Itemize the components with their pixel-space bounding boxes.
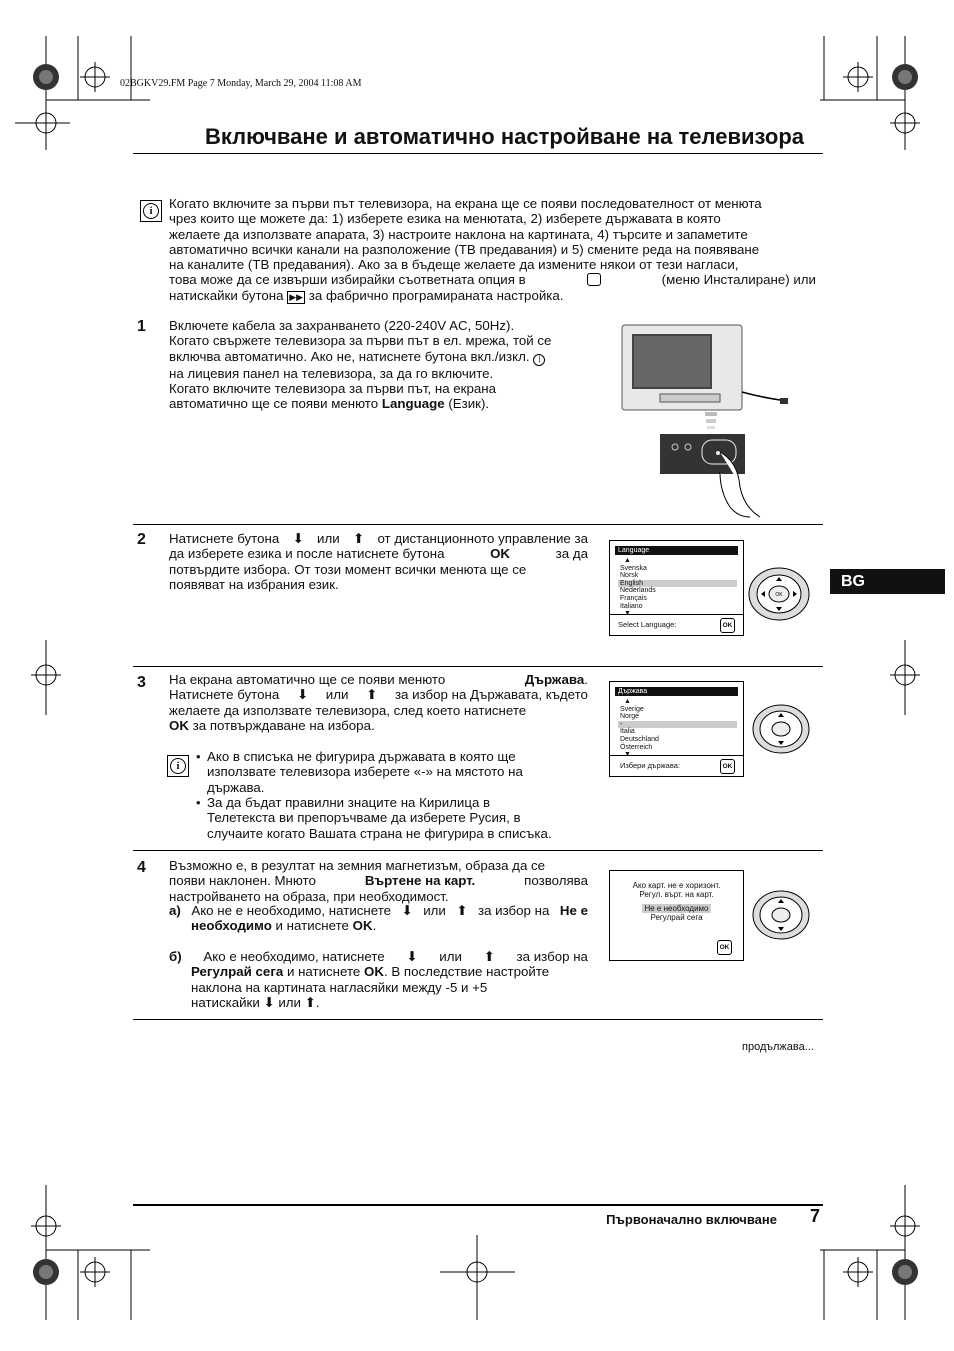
step1-text: Включете кабела за захранването (220-240V AC, 50Hz). Когато свържете телевизора за първи път в ел. мрежа, той се включва автоматично. Ако не, натиснете бутона вкл./изкл. | на лицевия панел на телевизора, за да го включите. Когато включите телевизора за първи път, на екрана автоматично ще се появи менюто Language (Език). <box>169 318 552 412</box>
fast-forward-icon: ▶▶ <box>289 291 304 302</box>
menu-option: Deutschland <box>620 735 659 743</box>
step-divider <box>133 524 823 525</box>
note-country: Ако в списъка не фигурира държавата в която ще използвате телевизора изберете «-» на мястото на държава. <box>207 749 523 795</box>
intro-text: Когато включите за първи път телевизора, на екрана ще се появи последователност от менюта чрез които ще можете да: 1) изберете езика на менютата, 2) изберете държавата в която желаете да използвате апарата, 3) настроите наклона на картината, 4) търсите и запаметите автоматично всички канали на разположение (ТВ предавания) и 5) смените реда на появяване на каналите (ТВ предавания). Ако за в бъдеще желаете да измените някои от тези нагласи, това може да се извърши избирайки съответната опция в (меню Инсталиране) или натискайки бутона ▶▶ за фабрично програмираната настройка. <box>169 196 816 303</box>
power-icon: | <box>533 354 545 366</box>
step4-text: Възможно е, в резултат на земния магнетизъм, образа да се появи наклонен. Мнюто Въртене на карт. позволява настройването на образа, при необходимост. <box>169 858 588 904</box>
menu-option: Norsk <box>620 572 639 580</box>
step-divider <box>133 666 823 667</box>
menu-option: Österreich <box>620 743 653 751</box>
step3-text: На екрана автоматично ще се появи менюто Държава. Натиснете бутона ⬇ или ⬆ за избор на Държавата, където желаете да използвате телевизора, след което натиснете OK за потвърждаване на избора. <box>169 672 588 733</box>
footer-section: Първоначално включване <box>606 1212 777 1227</box>
remote-dpad-icon <box>747 567 811 621</box>
step4-option-b: б) Ако е необходимо, натиснете ⬇ или ⬆ за избор на Регулрай сега и натиснете OK. В последствие настройте наклона на картината нагласяйки между -5 и +5 натискайки ⬇ или ⬆. <box>169 949 588 1010</box>
file-meta: 02BGKV29.FM Page 7 Monday, March 29, 2004 11:08 AM <box>120 78 362 89</box>
menu-option: Nederlands <box>620 587 656 595</box>
menu-option: Français <box>620 594 647 602</box>
svg-text:OK: OK <box>775 592 783 598</box>
menu-option: - <box>618 721 737 729</box>
title-rule <box>133 153 823 154</box>
remote-dpad-icon <box>751 703 811 755</box>
step-number: 2 <box>137 531 146 548</box>
info-icon: i <box>167 755 189 777</box>
step-number: 1 <box>137 318 146 335</box>
remote-dpad-icon <box>751 889 811 941</box>
info-icon: i <box>140 200 162 222</box>
ok-icon: OK <box>720 618 735 633</box>
step-number: 4 <box>137 859 146 876</box>
note-cyrillic: За да бъдат правилни знаците на Кирилица в Телетекста ви препоръчваме да изберете Русия, в случаите когато Вашата страна не фигурира в списъка. <box>207 795 552 841</box>
page-number: 7 <box>810 1206 821 1226</box>
install-menu-icon <box>587 273 601 286</box>
footer-rule <box>133 1204 823 1206</box>
step-divider <box>133 1019 823 1020</box>
page-title: Включване и автоматично настройване на телевизора <box>205 124 804 149</box>
language-menu-screen: Language ▲ Svenska Norsk English Nederlands Français Italiano ▼ Select Language: OK <box>609 540 744 636</box>
menu-option: Italiano <box>620 602 643 610</box>
language-tab: BG <box>830 569 945 594</box>
menu-option: Italia <box>620 728 635 736</box>
step-number: 3 <box>137 674 146 691</box>
menu-option: Norge <box>620 713 640 721</box>
ok-icon: OK <box>720 759 735 774</box>
country-menu-screen: Държава ▲ Sverige Norge - Italia Deutschland Österreich ▼ Избери държава: OK <box>609 681 744 777</box>
rotation-menu-screen: Ако карт. не е хоризонт. Регул. върт. на карт. Не е необходимо Регулрай сега OK <box>609 870 744 961</box>
step2-text: Натиснете бутона ⬇ или ⬆ от дистанционното управление за да изберете езика и после натиснете бутона OK за да потвърдите избора. От този момент всички менюта ще се появяват на избрания език. <box>169 531 588 592</box>
tv-illustration <box>620 322 795 522</box>
step4-option-a: а) Ако не е необходимо, натиснете ⬇ или ⬆ за избор на Не е необходимо и натиснете OK. <box>169 903 588 934</box>
continues-label: продължава... <box>742 1041 814 1053</box>
step-divider <box>133 850 823 851</box>
ok-icon: OK <box>717 940 732 955</box>
menu-option: Svenska <box>620 564 647 572</box>
menu-option: Sverige <box>620 705 644 713</box>
menu-option: English <box>618 580 737 588</box>
